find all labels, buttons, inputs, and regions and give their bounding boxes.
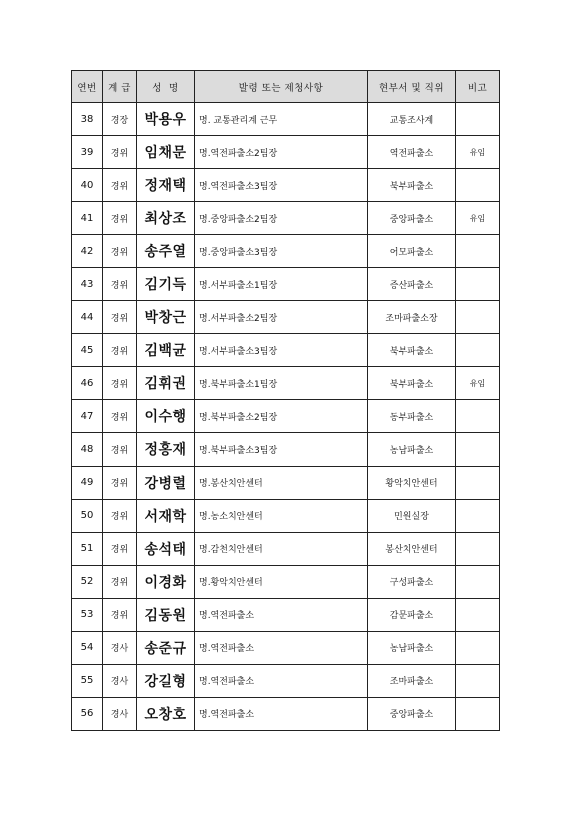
row-name: 김동원 xyxy=(137,598,195,631)
row-name: 최상조 xyxy=(137,202,195,235)
row-number: 46 xyxy=(72,367,103,400)
row-note: 유임 xyxy=(456,367,500,400)
row-order: 명.중앙파출소2팀장 xyxy=(195,202,368,235)
row-rank: 경위 xyxy=(103,136,137,169)
row-name: 이경화 xyxy=(137,565,195,598)
row-name: 송석태 xyxy=(137,532,195,565)
row-rank: 경위 xyxy=(103,301,137,334)
row-order: 명. 교통관리계 근무 xyxy=(195,103,368,136)
row-number: 55 xyxy=(72,664,103,697)
row-number: 39 xyxy=(72,136,103,169)
row-number: 56 xyxy=(72,697,103,730)
table-row xyxy=(72,103,500,136)
row-note xyxy=(456,697,500,730)
row-order: 명.북부파출소2팀장 xyxy=(195,400,368,433)
row-number: 54 xyxy=(72,631,103,664)
table-row xyxy=(72,664,500,697)
row-rank: 경위 xyxy=(103,565,137,598)
row-name: 김휘권 xyxy=(137,367,195,400)
header-order: 발령 또는 제청사항 xyxy=(195,71,368,103)
row-note xyxy=(456,301,500,334)
row-note xyxy=(456,499,500,532)
row-order: 명.감천치안센터 xyxy=(195,532,368,565)
row-note xyxy=(456,532,500,565)
row-note xyxy=(456,235,500,268)
row-department: 농남파출소 xyxy=(368,433,456,466)
row-rank: 경위 xyxy=(103,400,137,433)
row-number: 40 xyxy=(72,169,103,202)
row-number: 42 xyxy=(72,235,103,268)
row-order: 명.황악치안센터 xyxy=(195,565,368,598)
row-rank: 경위 xyxy=(103,532,137,565)
row-department: 중앙파출소 xyxy=(368,202,456,235)
table-row xyxy=(72,334,500,367)
table-row xyxy=(72,433,500,466)
row-name: 김백균 xyxy=(137,334,195,367)
row-name: 정홍재 xyxy=(137,433,195,466)
row-name: 임채문 xyxy=(137,136,195,169)
row-rank: 경위 xyxy=(103,598,137,631)
header-row xyxy=(72,71,500,103)
table-row xyxy=(72,631,500,664)
row-note: 유임 xyxy=(456,136,500,169)
row-department: 농남파출소 xyxy=(368,631,456,664)
row-rank: 경사 xyxy=(103,697,137,730)
table-row xyxy=(72,598,500,631)
row-department: 중앙파출소 xyxy=(368,697,456,730)
row-name: 서재학 xyxy=(137,499,195,532)
row-number: 47 xyxy=(72,400,103,433)
row-order: 명.북부파출소3팀장 xyxy=(195,433,368,466)
row-number: 48 xyxy=(72,433,103,466)
table-row xyxy=(72,499,500,532)
row-department: 민원실장 xyxy=(368,499,456,532)
header-name: 성 명 xyxy=(137,71,195,103)
table-row xyxy=(72,136,500,169)
row-number: 51 xyxy=(72,532,103,565)
row-name: 강병렬 xyxy=(137,466,195,499)
row-rank: 경위 xyxy=(103,334,137,367)
row-rank: 경위 xyxy=(103,268,137,301)
row-order: 명.서부파출소1팀장 xyxy=(195,268,368,301)
row-number: 45 xyxy=(72,334,103,367)
row-name: 송주열 xyxy=(137,235,195,268)
row-department: 북부파출소 xyxy=(368,334,456,367)
table-row xyxy=(72,400,500,433)
row-department: 조마파출소 xyxy=(368,664,456,697)
row-note xyxy=(456,103,500,136)
table-row xyxy=(72,565,500,598)
row-rank: 경사 xyxy=(103,631,137,664)
row-note xyxy=(456,268,500,301)
row-note xyxy=(456,400,500,433)
row-department: 어모파출소 xyxy=(368,235,456,268)
row-department: 황악치안센터 xyxy=(368,466,456,499)
table-row xyxy=(72,697,500,730)
row-order: 명.봉산치안센터 xyxy=(195,466,368,499)
row-order: 명.중앙파출소3팀장 xyxy=(195,235,368,268)
header-rank: 계 급 xyxy=(103,71,137,103)
row-name: 정재택 xyxy=(137,169,195,202)
row-rank: 경사 xyxy=(103,664,137,697)
row-order: 명.서부파출소2팀장 xyxy=(195,301,368,334)
row-name: 송준규 xyxy=(137,631,195,664)
row-name: 강길형 xyxy=(137,664,195,697)
row-department: 교통조사계 xyxy=(368,103,456,136)
table-header xyxy=(72,71,500,103)
row-note xyxy=(456,598,500,631)
row-department: 북부파출소 xyxy=(368,367,456,400)
row-order: 명.농소치안센터 xyxy=(195,499,368,532)
row-note xyxy=(456,466,500,499)
row-rank: 경위 xyxy=(103,169,137,202)
table-row xyxy=(72,532,500,565)
row-note: 유임 xyxy=(456,202,500,235)
row-department: 구성파출소 xyxy=(368,565,456,598)
table-body xyxy=(72,103,500,731)
row-order: 명.역전파출소 xyxy=(195,631,368,664)
row-rank: 경위 xyxy=(103,499,137,532)
row-department: 감문파출소 xyxy=(368,598,456,631)
row-number: 53 xyxy=(72,598,103,631)
row-department: 역전파출소 xyxy=(368,136,456,169)
row-number: 49 xyxy=(72,466,103,499)
row-name: 이수행 xyxy=(137,400,195,433)
row-number: 52 xyxy=(72,565,103,598)
row-rank: 경위 xyxy=(103,433,137,466)
row-note xyxy=(456,334,500,367)
row-number: 44 xyxy=(72,301,103,334)
row-name: 박용우 xyxy=(137,103,195,136)
row-number: 38 xyxy=(72,103,103,136)
row-name: 박창근 xyxy=(137,301,195,334)
table-row xyxy=(72,466,500,499)
table-row xyxy=(72,301,500,334)
row-department: 조마파출소장 xyxy=(368,301,456,334)
header-note: 비고 xyxy=(456,71,500,103)
row-note xyxy=(456,169,500,202)
row-order: 명.역전파출소3팀장 xyxy=(195,169,368,202)
row-name: 김기득 xyxy=(137,268,195,301)
row-rank: 경위 xyxy=(103,235,137,268)
row-department: 동부파출소 xyxy=(368,400,456,433)
row-order: 명.역전파출소 xyxy=(195,664,368,697)
header-department: 현부서 및 직위 xyxy=(368,71,456,103)
row-order: 명.역전파출소2팀장 xyxy=(195,136,368,169)
row-rank: 경위 xyxy=(103,202,137,235)
row-order: 명.서부파출소3팀장 xyxy=(195,334,368,367)
table-row xyxy=(72,367,500,400)
row-order: 명.역전파출소 xyxy=(195,697,368,730)
row-rank: 경장 xyxy=(103,103,137,136)
row-order: 명.북부파출소1팀장 xyxy=(195,367,368,400)
table-row xyxy=(72,268,500,301)
row-note xyxy=(456,631,500,664)
row-department: 북부파출소 xyxy=(368,169,456,202)
table-row xyxy=(72,169,500,202)
row-rank: 경위 xyxy=(103,466,137,499)
row-name: 오창호 xyxy=(137,697,195,730)
row-note xyxy=(456,565,500,598)
row-department: 봉산치안센터 xyxy=(368,532,456,565)
row-rank: 경위 xyxy=(103,367,137,400)
row-order: 명.역전파출소 xyxy=(195,598,368,631)
table-row xyxy=(72,235,500,268)
personnel-table xyxy=(71,70,500,731)
row-note xyxy=(456,433,500,466)
row-number: 41 xyxy=(72,202,103,235)
row-note xyxy=(456,664,500,697)
header-number: 연번 xyxy=(72,71,103,103)
row-department: 증산파출소 xyxy=(368,268,456,301)
row-number: 43 xyxy=(72,268,103,301)
table-row xyxy=(72,202,500,235)
row-number: 50 xyxy=(72,499,103,532)
